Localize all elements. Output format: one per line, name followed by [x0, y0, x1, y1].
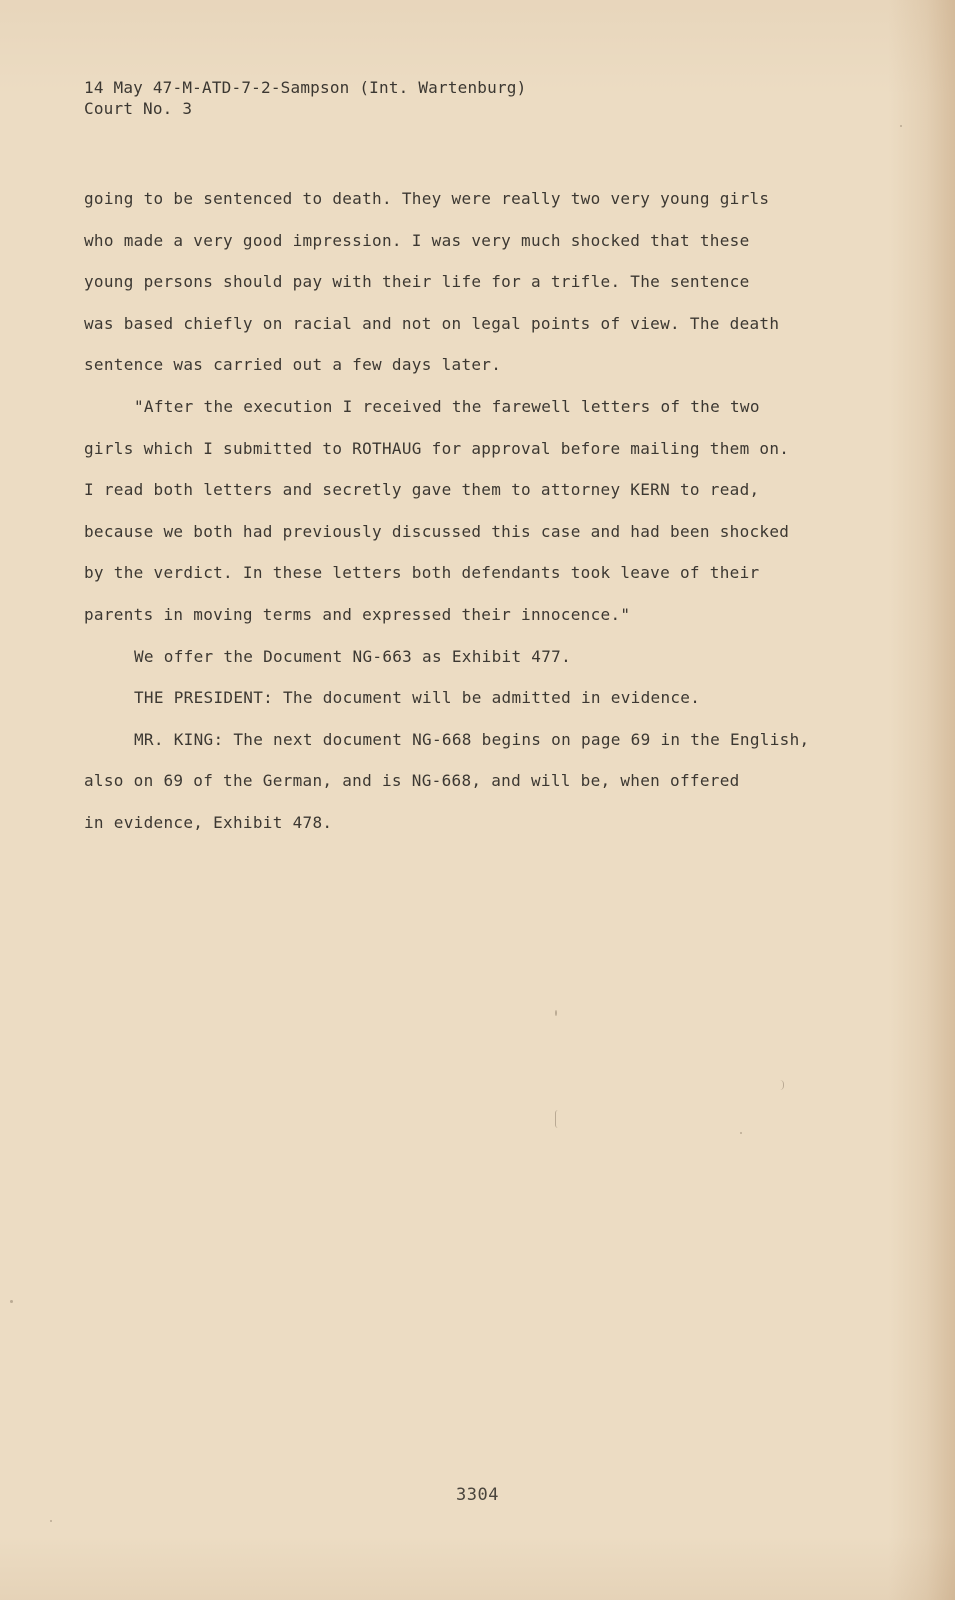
paper-speck	[780, 1080, 784, 1090]
paper-speck	[10, 1300, 13, 1303]
text-line: We offer the Document NG-663 as Exhibit 477.	[134, 646, 572, 666]
header-court-line: Court No. 3	[84, 99, 193, 118]
header-reference-line: 14 May 47-M-ATD-7-2-Sampson (Int. Wartenburg)	[84, 78, 527, 97]
text-line: "After the execution I received the farewell letters of the two	[134, 396, 760, 416]
text-line: going to be sentenced to death. They were really two very young girls	[84, 189, 770, 208]
page-number: 3304	[456, 1485, 499, 1505]
text-line: because we both had previously discussed this case and had been shocked	[84, 521, 790, 541]
text-line: also on 69 of the German, and is NG-668, and will be, when offered	[84, 771, 740, 791]
text-line: young persons should pay with their life for a trifle. The sentence	[84, 272, 750, 292]
text-line: THE PRESIDENT: The document will be admitted in evidence.	[134, 688, 701, 708]
transcript-body	[84, 178, 844, 844]
text-line: I read both letters and secretly gave them to attorney KERN to read,	[84, 480, 760, 500]
text-line: parents in moving terms and expressed their innocence."	[84, 604, 631, 624]
paper-speck	[555, 1010, 557, 1016]
text-line: MR. KING: The next document NG-668 begins on page 69 in the English,	[134, 729, 810, 749]
document-header	[84, 77, 526, 119]
text-line: in evidence, Exhibit 478.	[84, 812, 333, 832]
text-line: who made a very good impression. I was very much shocked that these	[84, 230, 750, 250]
paper-speck	[555, 1110, 558, 1128]
text-line: by the verdict. In these letters both defendants took leave of their	[84, 563, 760, 583]
paper-speck	[900, 125, 902, 127]
paper-speck	[50, 1520, 52, 1522]
text-line: sentence was carried out a few days later.	[84, 355, 502, 375]
paper-speck	[740, 1132, 742, 1134]
text-line: girls which I submitted to ROTHAUG for approval before mailing them on.	[84, 438, 790, 458]
text-line: was based chiefly on racial and not on legal points of view. The death	[84, 313, 780, 333]
